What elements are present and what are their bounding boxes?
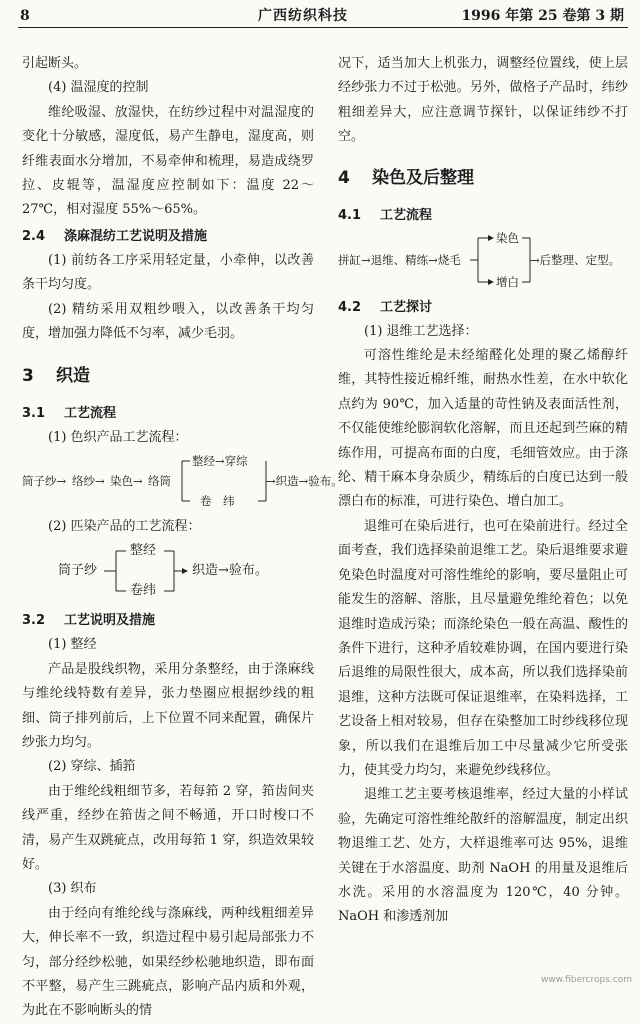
flow-node: 卷 纬 <box>200 493 235 508</box>
item-heading: (4) 温湿度的控制 <box>48 80 149 96</box>
page-number: 8 <box>20 8 30 24</box>
section-heading: 4.2 工艺探讨 <box>338 299 433 315</box>
flow-diagram-1 <box>22 451 343 513</box>
flow-node: →后整理、定型。 <box>530 252 621 267</box>
watermark: www.fibercrops.com <box>541 974 632 985</box>
flow-node: 整经 <box>130 543 157 559</box>
page-header <box>0 0 640 28</box>
item-heading: (2) 匹染产品的工艺流程： <box>48 518 201 534</box>
flow-node: 染色 <box>496 230 519 245</box>
item-heading: (1) 整经 <box>48 637 97 653</box>
paragraph: (2) 精纺采用双粗纱喂入，以改善条干均匀度，增加强力降低不匀率，减少毛羽。 <box>22 301 314 342</box>
paragraph: 退维工艺主要考核退维率，经过大量的小样试验，先确定可溶性维纶散纤的溶解温度，制定出织物退维工艺、处方，大样退维率可达 95%，退维关键在于水溶温度、助剂 NaOH 的用量及退维后水洗。采用的水溶温度为 120℃，40 分钟。NaOH 和渗透剂加 <box>338 787 628 925</box>
flow-diagram-2 <box>22 539 314 603</box>
paragraph: 况下，适当加大上机张力，调整经位置线，使上层经纱张力不过于松弛。另外，做格子产品时，纬纱粗细差异大，应注意调节探针，以保证纬纱不打空。 <box>338 56 628 145</box>
item-heading: (1) 退维工艺选择： <box>364 323 478 339</box>
journal-title: 广西纺织科技 <box>258 8 348 24</box>
flow-node: 织造→验布。 <box>192 563 268 579</box>
item-heading: (3) 织布 <box>48 881 97 897</box>
flow-node: 筒子纱→ <box>22 473 67 488</box>
paragraph: 产品是股线织物，采用分条整经，由于涤麻线与维纶线特数有差异，张力垫圈应根据纱线的粗细、筒子排列前后，上下位置不同来配置，确保片纱张力均匀。 <box>22 661 314 750</box>
section-heading: 2.4 涤麻混纺工艺说明及措施 <box>22 228 208 244</box>
flow-node: 络筒 <box>148 473 171 488</box>
flow-node: 染色→ <box>110 473 143 488</box>
flow-node: 络纱→ <box>72 473 105 488</box>
right-column <box>338 52 628 930</box>
left-column <box>22 52 343 1024</box>
flow-node: 筒子纱 <box>58 563 98 579</box>
paragraph: 由于经向有维纶线与涤麻线，两种线粗细差异大，伸长率不一致，织造过程中易引起局部张力不匀，部分经纱松驰，如果经纱松驰地织造，即布面不平整，易产生三跳疵点，影响产品内质和外观，为此在不影响断头的情 <box>22 905 314 1019</box>
issue-info: 1996 年第 25 卷第 3 期 <box>461 8 624 24</box>
flow-node: 增白 <box>496 274 519 289</box>
item-heading: (2) 穿综、插筘 <box>48 759 136 775</box>
chapter-heading: 3 织造 <box>22 366 90 387</box>
paragraph: 退维可在染后进行，也可在染前进行。经过全面考查，我们选择染前退维工艺。染后退维要求避免染色时温度对可溶性维纶的影响，要尽量阻止可能发生的溶解、溶胀，且尽量避免维纶着色；以免退维时造成污染；而涤纶染色一般在高温、酸性的条件下进行，这种矛盾较难协调，在国内要进行染后退维的局限性很大，成本高，所以我们选择染前退维，这种方法既可保证退维率，在染料选择，工艺设备上相对较易，但存在染整加工时纱线移位现象，所以我们在退维后加工中尽量减少它所受张力，使其受力均匀，来避免纱线移位。 <box>338 518 628 778</box>
chapter-heading: 4 染色及后整理 <box>338 167 474 188</box>
paragraph: (1) 前纺各工序采用轻定量，小牵伸，以改善条干均匀度。 <box>22 252 314 293</box>
section-heading: 4.1 工艺流程 <box>338 207 433 223</box>
header-rule <box>18 27 628 28</box>
section-heading: 3.2 工艺说明及措施 <box>22 613 156 629</box>
flow-node: 拼缸→退维、精练→烧毛 <box>338 252 461 267</box>
item-heading: (1) 色织产品工艺流程： <box>48 430 188 446</box>
flow-node: →织造→验布。 <box>266 473 343 488</box>
paragraph: 可溶性维纶是未经缩醛化处理的聚乙烯醇纤维，其特性接近棉纤维，耐热水性差，在水中软化点约为 90℃，加入适量的苛性钠及表面活性剂，不仅能使维纶膨润软化溶解，而且还起到苎麻的精练作用，可提高布面的白度，毛细管效应。由于涤纶、精干麻本身杂质少，精练后的白度已达到一般漂白布的标准，可进行染色、增白加工。 <box>338 348 628 510</box>
paragraph: 引起断头。 <box>22 56 88 71</box>
section-heading: 3.1 工艺流程 <box>22 406 117 422</box>
paragraph: 维纶吸湿、放湿快，在纺纱过程中对温湿度的变化十分敏感，湿度低，易产生静电，湿度高，则纤维表面水分增加，不易牵伸和梳理，易造成绕罗拉、皮辊等，温湿度应控制如下：温度 22～27℃，相对湿度 55%～65%。 <box>22 104 314 218</box>
paragraph: 由于维纶线粗细节多，若每筘 2 穿，筘齿间夹线严重，经纱在筘齿之间不畅通，开口时梭口不清，易产生双跳疵点，改用每筘 1 穿，织造效果较好。 <box>22 783 314 872</box>
flow-diagram-3 <box>338 228 628 292</box>
flow-node: 卷纬 <box>130 583 157 599</box>
flow-node: 整经→穿综 <box>192 453 248 468</box>
